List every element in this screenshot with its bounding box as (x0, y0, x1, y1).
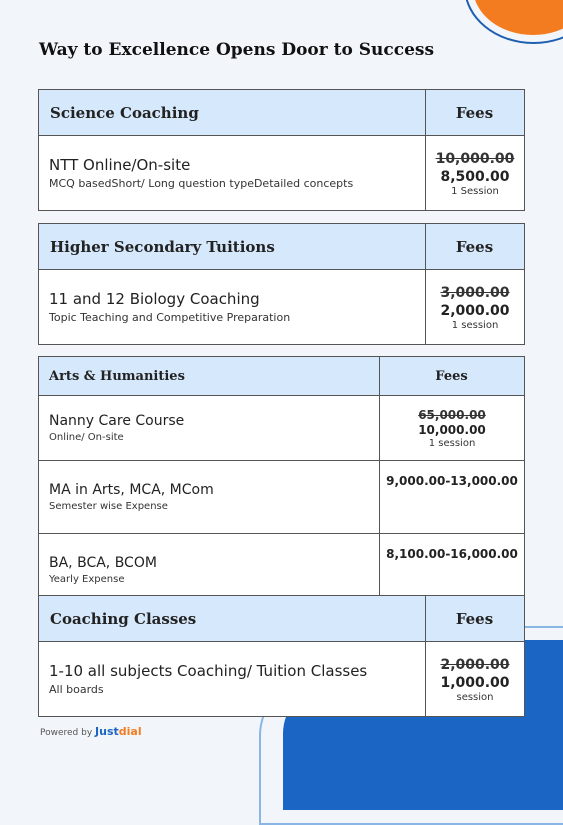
session-label: 1 Session (451, 185, 499, 197)
service-description: Online/ On-site (49, 432, 124, 443)
logo-text-accent: dial (118, 725, 142, 738)
original-price: 10,000.00 (435, 150, 515, 167)
fees-header: Fees (380, 357, 525, 396)
service-description: All boards (49, 683, 104, 696)
price-range: 9,000.00-13,000.00 (386, 474, 518, 488)
powered-by-footer (40, 725, 142, 738)
service-name: BA, BCA, BCOM (49, 555, 157, 571)
table-row (39, 136, 525, 211)
table-row (39, 461, 525, 534)
science-coaching-table (38, 89, 525, 211)
section-title: Arts & Humanities (39, 357, 380, 396)
service-name: MA in Arts, MCA, MCom (49, 482, 214, 498)
section-title: Higher Secondary Tuitions (39, 224, 426, 270)
service-name: 11 and 12 Biology Coaching (49, 290, 260, 308)
table-row (39, 270, 525, 345)
section-title: Coaching Classes (39, 596, 426, 642)
table-row (39, 642, 525, 717)
fees-header: Fees (426, 90, 525, 136)
session-label: 1 session (428, 437, 476, 449)
logo-text-main: Just (95, 725, 119, 738)
current-price: 8,500.00 (440, 168, 510, 185)
coaching-classes-table (38, 595, 525, 717)
powered-by-label: Powered by (40, 728, 93, 738)
service-name: Nanny Care Course (49, 413, 185, 429)
original-price: 65,000.00 (418, 407, 486, 422)
arts-humanities-table (38, 356, 525, 607)
service-description: Topic Teaching and Competitive Preparation (49, 311, 291, 324)
current-price: 1,000.00 (440, 674, 510, 691)
service-name: NTT Online/On-site (49, 156, 191, 174)
table-row (39, 396, 525, 461)
current-price: 2,000.00 (440, 302, 510, 319)
section-title: Science Coaching (39, 90, 426, 136)
session-label: session (456, 691, 494, 703)
fees-header: Fees (426, 596, 525, 642)
current-price: 10,000.00 (418, 422, 486, 437)
higher-secondary-table (38, 223, 525, 345)
fees-header: Fees (426, 224, 525, 270)
service-description: MCQ basedShort/ Long question typeDetailed concepts (49, 177, 354, 190)
justdial-logo (95, 725, 142, 738)
original-price: 3,000.00 (440, 284, 510, 301)
session-label: 1 session (451, 319, 499, 331)
service-description: Yearly Expense (49, 574, 125, 585)
service-description: Semester wise Expense (49, 501, 168, 512)
decorative-shape-top (473, 0, 563, 35)
price-range: 8,100.00-16,000.00 (386, 547, 518, 561)
page-title: Way to Excellence Opens Door to Success (39, 40, 435, 60)
original-price: 2,000.00 (440, 656, 510, 673)
service-name: 1-10 all subjects Coaching/ Tuition Classes (49, 662, 368, 680)
